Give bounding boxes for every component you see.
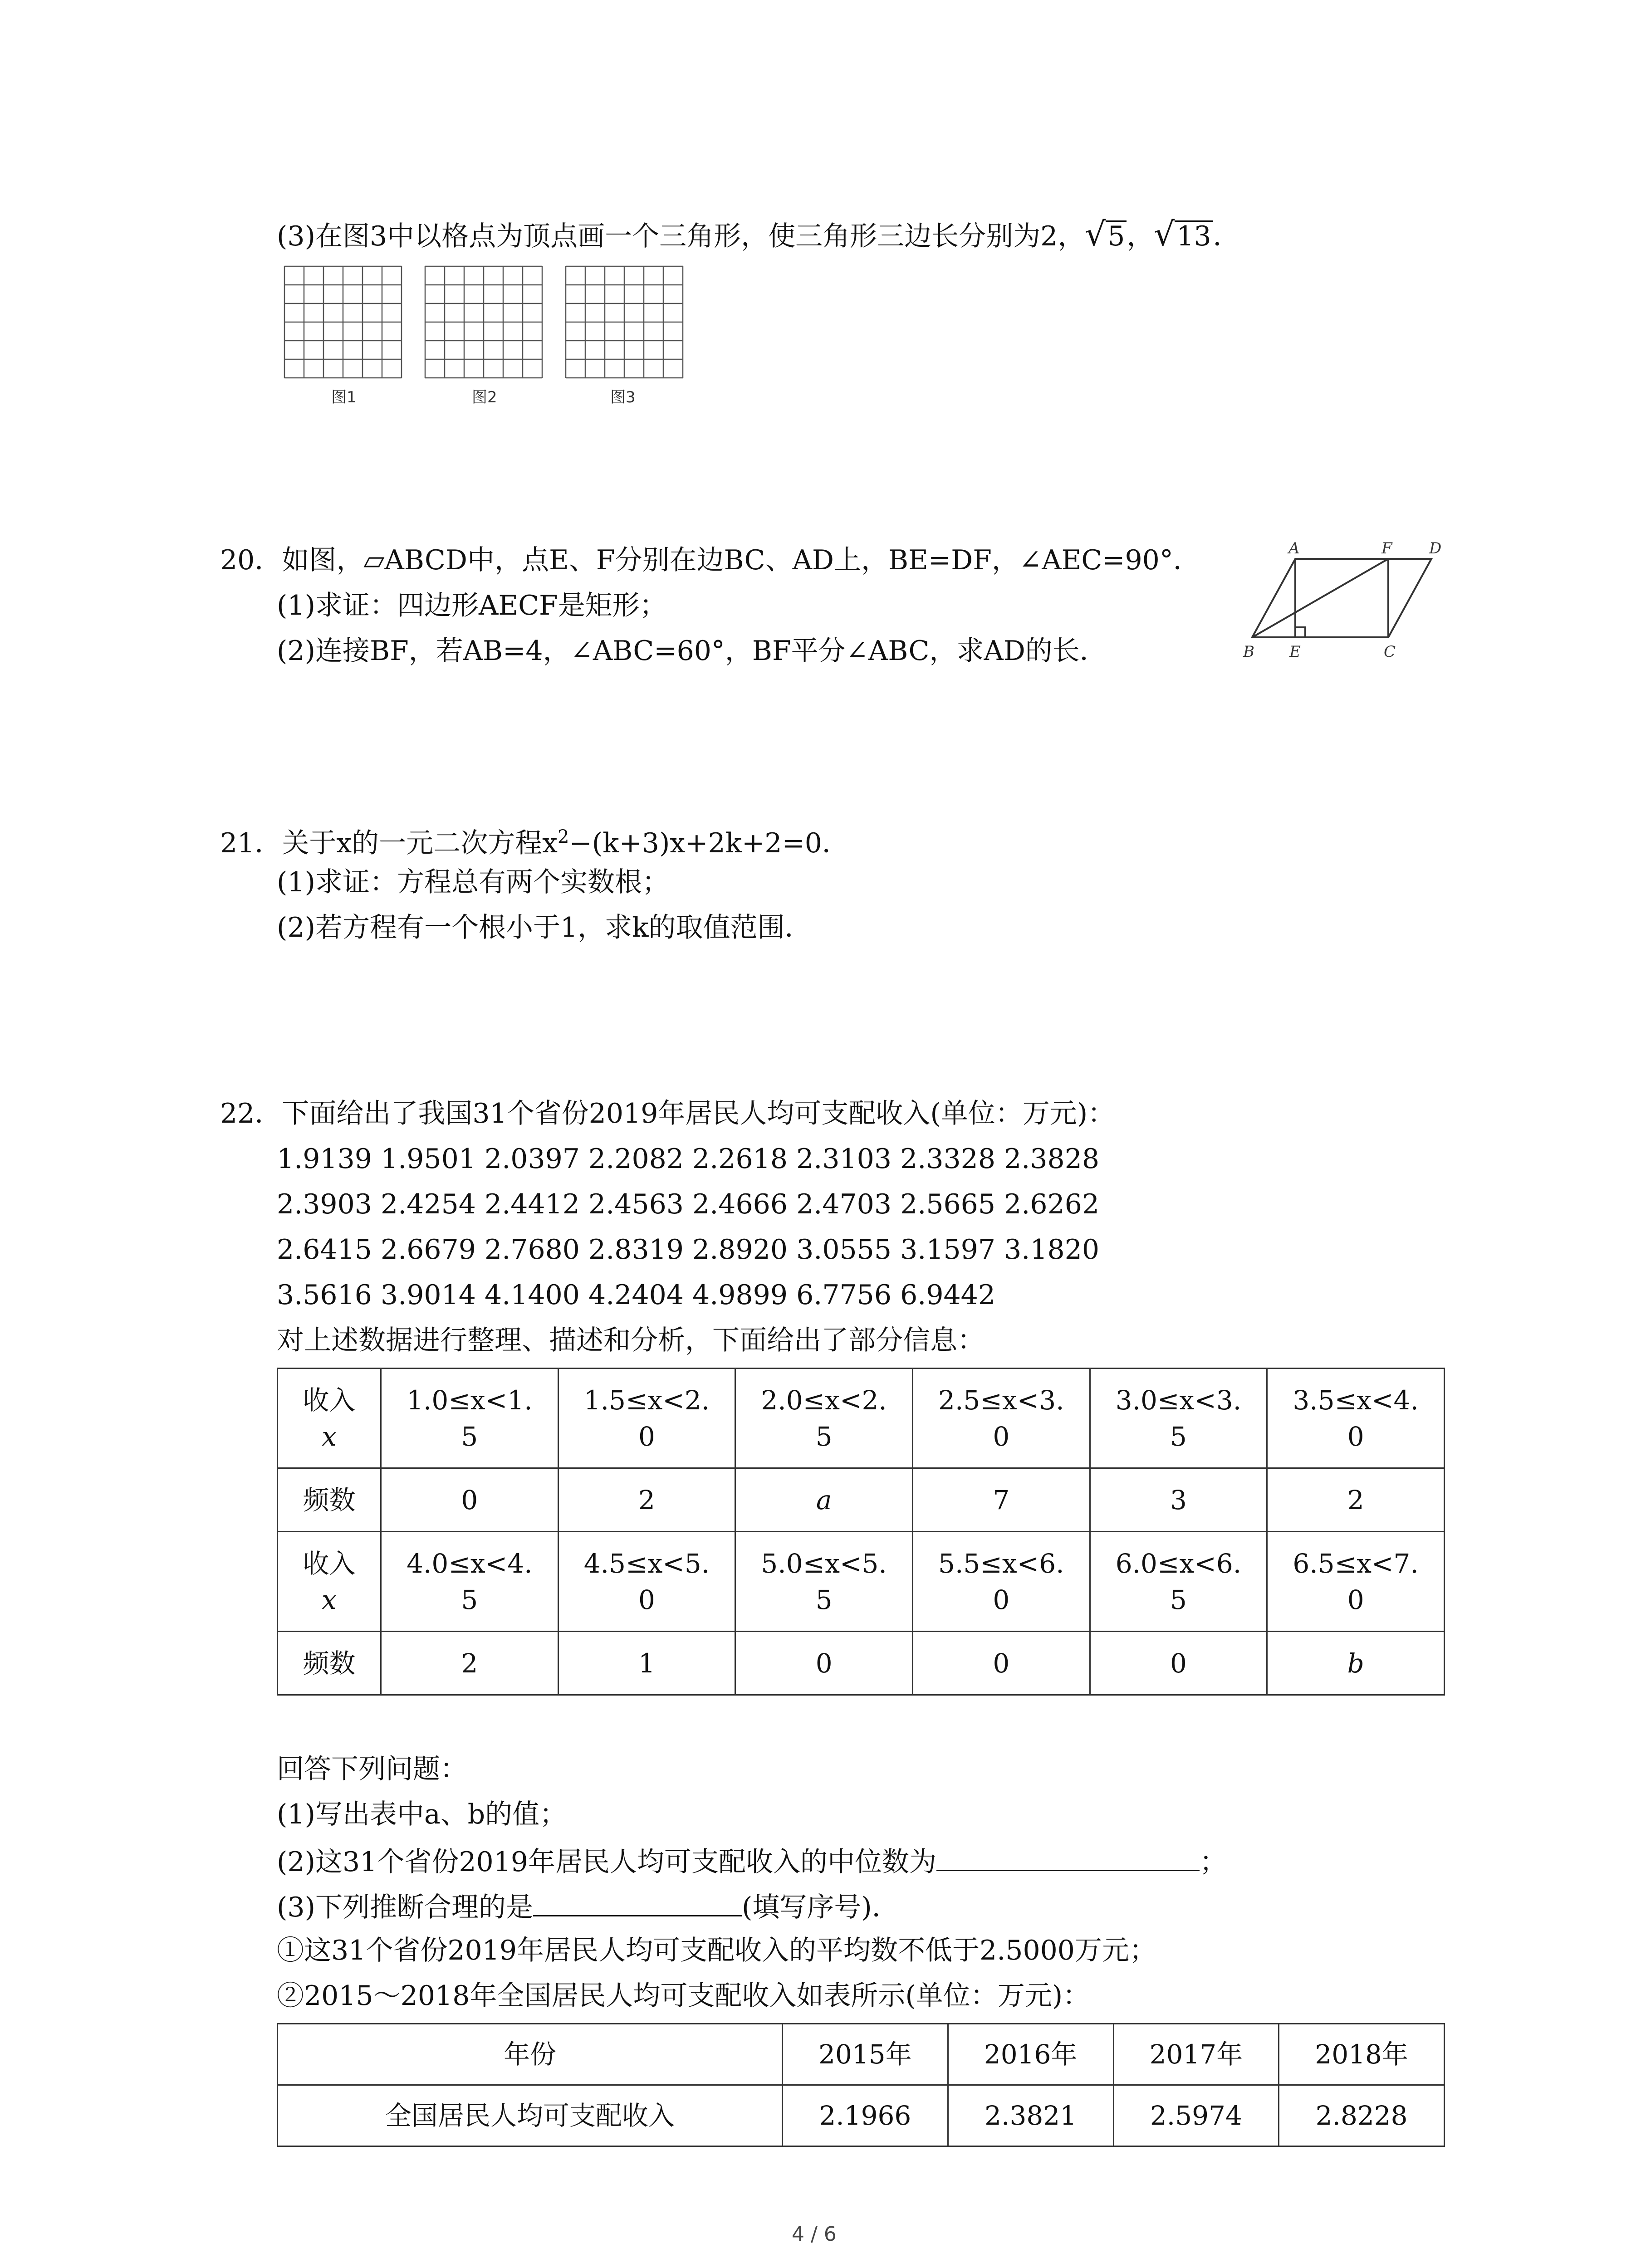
income-header-1: 收入 x: [278, 1369, 381, 1468]
frequency-cell: a: [735, 1468, 913, 1532]
frequency-cell: 2: [381, 1632, 558, 1695]
frequency-cell: 0: [1090, 1632, 1267, 1695]
q22-data-line-1: 1.9139 1.9501 2.0397 2.2082 2.2618 2.3103 2.3328 2.3828: [277, 1143, 1100, 1175]
q22-claim2: ②2015～2018年全国居民人均可支配收入如表所示(单位：万元)：: [277, 1980, 1090, 2012]
q22-data-line-2: 2.3903 2.4254 2.4412 2.4563 2.4666 2.4703 2.5665 2.6262: [277, 1188, 1100, 1220]
income-range: 1.5≤x<2. 0: [558, 1369, 735, 1468]
q19-part3-text: (3)在图3中以格点为顶点画一个三角形，使三角形三边长分别为2，: [277, 220, 1085, 252]
income-range: 5.5≤x<6. 0: [912, 1532, 1090, 1632]
label-f: F: [1381, 540, 1392, 557]
national-value: 2.5974: [1113, 2085, 1279, 2146]
q22-data-line-3: 2.6415 2.6679 2.7680 2.8319 2.8920 3.0555 3.1597 3.1820: [277, 1234, 1100, 1266]
q22-answer-intro: 回答下列问题：: [277, 1753, 467, 1785]
national-value: 2.1966: [783, 2085, 948, 2146]
frequency-cell: b: [1267, 1632, 1445, 1695]
frequency-cell: 1: [558, 1632, 735, 1695]
income-range: 2.0≤x<2. 5: [735, 1369, 913, 1468]
income-range: 4.0≤x<4. 5: [381, 1532, 558, 1632]
segment-bf: [1252, 559, 1388, 637]
frequency-cell: 3: [1090, 1468, 1267, 1532]
frequency-cell: 0: [735, 1632, 913, 1695]
label-d: D: [1429, 540, 1442, 557]
frequency-table: [277, 1368, 1445, 1696]
national-row-label: 全国居民人均可支配收入: [278, 2085, 783, 2146]
sqrt-13: √13: [1154, 218, 1213, 254]
label-c: C: [1384, 643, 1396, 661]
national-value: 2.8228: [1279, 2085, 1445, 2146]
frequency-header-2: 频数: [278, 1632, 381, 1695]
figure-2-label: 图2: [472, 388, 497, 406]
q22-stem: 22．下面给出了我国31个省份2019年居民人均可支配收入(单位：万元)：: [220, 1098, 1115, 1129]
income-range: 6.0≤x<6. 5: [1090, 1532, 1267, 1632]
national-header-cell: 2018年: [1279, 2024, 1445, 2085]
income-range: 1.0≤x<1. 5: [381, 1369, 558, 1468]
q20-stem: 20．如图，▱ABCD中，点E、F分别在边BC、AD上，BE=DF，∠AEC=90°．: [220, 544, 1200, 576]
income-range: 5.0≤x<5. 5: [735, 1532, 913, 1632]
q22-part3: (3)下列推断合理的是 (填写序号)．: [277, 1887, 899, 1926]
income-header-2: 收入 x: [278, 1532, 381, 1632]
figure-3-label: 图3: [610, 388, 636, 406]
national-header-year: 年份: [278, 2024, 783, 2085]
q19-part3: (3)在图3中以格点为顶点画一个三角形，使三角形三边长分别为2，√5，√13．: [277, 218, 1240, 254]
income-range: 3.0≤x<3. 5: [1090, 1369, 1267, 1468]
national-header-cell: 2016年: [948, 2024, 1113, 2085]
page-number: 4 / 6: [792, 2223, 837, 2246]
national-value: 2.3821: [948, 2085, 1113, 2146]
sqrt-5: √5: [1085, 218, 1127, 254]
parallelogram-figure: [1234, 540, 1470, 667]
national-header-cell: 2015年: [783, 2024, 948, 2085]
frequency-cell: 0: [381, 1468, 558, 1532]
frequency-cell: 2: [558, 1468, 735, 1532]
parallelogram-abcd: [1252, 559, 1431, 637]
frequency-cell: 7: [912, 1468, 1090, 1532]
q22-claim1: ①这31个省份2019年居民人均可支配收入的平均数不低于2.5000万元；: [277, 1935, 1156, 1966]
grid-figure-1: [284, 265, 403, 380]
label-a: A: [1288, 540, 1300, 557]
national-income-table: [277, 2023, 1445, 2147]
q20-part1: (1)求证：四边形AECF是矩形；: [277, 590, 667, 621]
income-range: 3.5≤x<4. 0: [1267, 1369, 1445, 1468]
median-answer-blank[interactable]: [936, 1842, 1200, 1871]
national-header-cell: 2017年: [1113, 2024, 1279, 2085]
right-angle-mark: [1295, 627, 1305, 637]
reasoning-answer-blank[interactable]: [533, 1887, 742, 1916]
grid-figure-3: [565, 265, 685, 380]
frequency-header-1: 频数: [278, 1468, 381, 1532]
frequency-cell: 0: [912, 1632, 1090, 1695]
q21-stem: 21．关于x的一元二次方程$x^2-(k+3)x+2k+2=0$．: [220, 826, 849, 859]
income-range: 4.5≤x<5. 0: [558, 1532, 735, 1632]
figure-1-label: 图1: [331, 388, 357, 406]
q20-part2: (2)连接BF，若AB=4，∠ABC=60°，BF平分∠ABC，求AD的长．: [277, 635, 1107, 667]
income-range: 6.5≤x<7. 0: [1267, 1532, 1445, 1632]
grid-figure-2: [424, 265, 544, 380]
income-range: 2.5≤x<3. 0: [912, 1369, 1090, 1468]
label-b: B: [1243, 643, 1254, 661]
q21-part2: (2)若方程有一个根小于1，求k的取值范围．: [277, 912, 812, 943]
q22-data-line-4: 3.5616 3.9014 4.1400 4.2404 4.9899 6.7756 6.9442: [277, 1279, 996, 1311]
q21-part1: (1)求证：方程总有两个实数根；: [277, 866, 669, 898]
label-e: E: [1289, 643, 1301, 661]
frequency-cell: 2: [1267, 1468, 1445, 1532]
q22-part1: (1)写出表中a、b的值；: [277, 1799, 567, 1830]
q22-intro: 对上述数据进行整理、描述和分析，下面给出了部分信息：: [277, 1325, 985, 1356]
q22-part2: (2)这31个省份2019年居民人均可支配收入的中位数为 ；: [277, 1842, 1227, 1880]
